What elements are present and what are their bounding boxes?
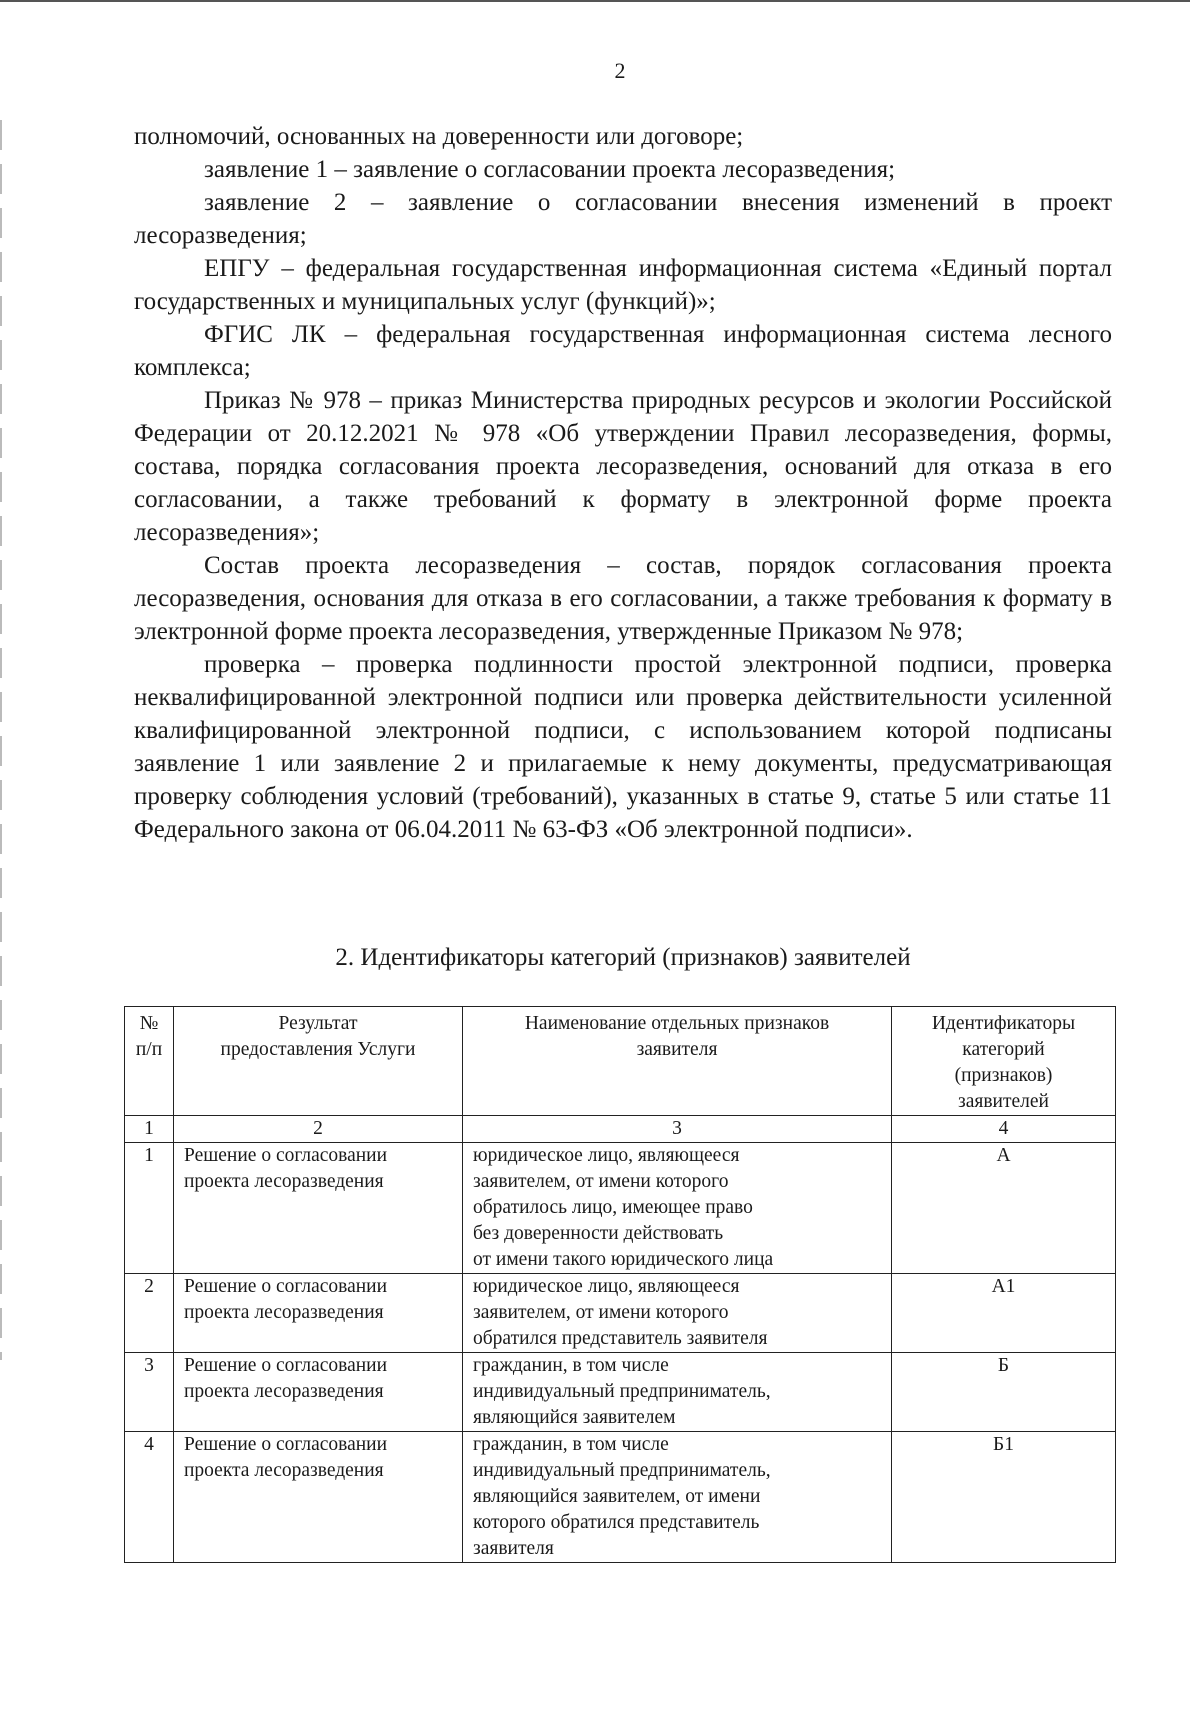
row-feature: юридическое лицо, являющееся заявителем, от имени которого обратился представитель заявителя [463,1274,892,1353]
row-identifier: Б1 [892,1432,1116,1563]
row-number: 2 [125,1274,174,1353]
row-result: Решение о согласовании проекта лесоразведения [174,1143,463,1274]
column-number: 2 [174,1116,463,1143]
row-result: Решение о согласовании проекта лесоразведения [174,1353,463,1432]
paragraph: заявление 2 – заявление о согласовании внесения изменений в проект лесоразведения; [134,189,1112,249]
body-text [134,120,1112,846]
table-row [125,1432,1116,1563]
row-number: 3 [125,1353,174,1432]
column-number: 4 [892,1116,1116,1143]
paragraph: Состав проекта лесоразведения – состав, порядок согласования проекта лесоразведения, основания для отказа в его согласовании, а также требования к формату в электронной форме проекта лесоразведения, утвержденные Приказом № 978; [134,552,1112,645]
paragraph: полномочий, основанных на доверенности или договоре; [134,123,744,150]
table-row [125,1274,1116,1353]
page-number: 2 [614,58,626,83]
scan-left-edge [0,120,2,1360]
column-number: 1 [125,1116,174,1143]
applicant-categories-table [124,1006,1116,1563]
header-identifier: Идентификаторы категорий (признаков) заявителей [892,1007,1116,1116]
header-result: Результат предоставления Услуги [174,1007,463,1116]
section-heading: 2. Идентификаторы категорий (признаков) заявителей [335,944,911,971]
row-identifier: А [892,1143,1116,1274]
paragraph: проверка – проверка подлинности простой электронной подписи, проверка неквалифицированной электронной подписи или проверка действительности усиленной квалифицированной электронной подписи, с использованием которой подписаны заявление 1 или заявление 2 и прилагаемые к нему документы, предусматривающая проверку соблюдения условий (требований), указанных в статье 9, статье 5 или статье 11 Федерального закона от 06.04.2011 № 63-ФЗ «Об электронной подписи». [134,651,1112,843]
column-number: 3 [463,1116,892,1143]
header-number: № п/п [125,1007,174,1116]
row-number: 1 [125,1143,174,1274]
row-feature: гражданин, в том числе индивидуальный предприниматель, являющийся заявителем, от имени которого обратился представитель заявителя [463,1432,892,1563]
row-result: Решение о согласовании проекта лесоразведения [174,1432,463,1563]
header-feature: Наименование отдельных признаков заявителя [463,1007,892,1116]
row-feature: гражданин, в том числе индивидуальный предприниматель, являющийся заявителем [463,1353,892,1432]
paragraph: ЕПГУ – федеральная государственная информационная система «Единый портал государственных и муниципальных услуг (функций)»; [134,255,1112,315]
row-feature: юридическое лицо, являющееся заявителем, от имени которого обратилось лицо, имеющее право без доверенности действовать от имени такого юридического лица [463,1143,892,1274]
column-number-row [125,1116,1116,1143]
paragraph: ФГИС ЛК – федеральная государственная информационная система лесного комплекса; [134,321,1112,381]
row-identifier: А1 [892,1274,1116,1353]
paragraph: заявление 1 – заявление о согласовании проекта лесоразведения; [204,156,896,183]
table-row [125,1353,1116,1432]
table-header-row [125,1007,1116,1116]
top-edge-rule [0,0,1190,2]
paragraph: Приказ № 978 – приказ Министерства природных ресурсов и экологии Российской Федерации от 20.12.2021 № 978 «Об утверждении Правил лесоразведения, формы, состава, порядка согласования проекта лесоразведения, оснований для отказа в его согласовании, а также требований к формату в электронной форме проекта лесоразведения»; [134,387,1112,546]
row-number: 4 [125,1432,174,1563]
table-row [125,1143,1116,1274]
row-identifier: Б [892,1353,1116,1432]
row-result: Решение о согласовании проекта лесоразведения [174,1274,463,1353]
